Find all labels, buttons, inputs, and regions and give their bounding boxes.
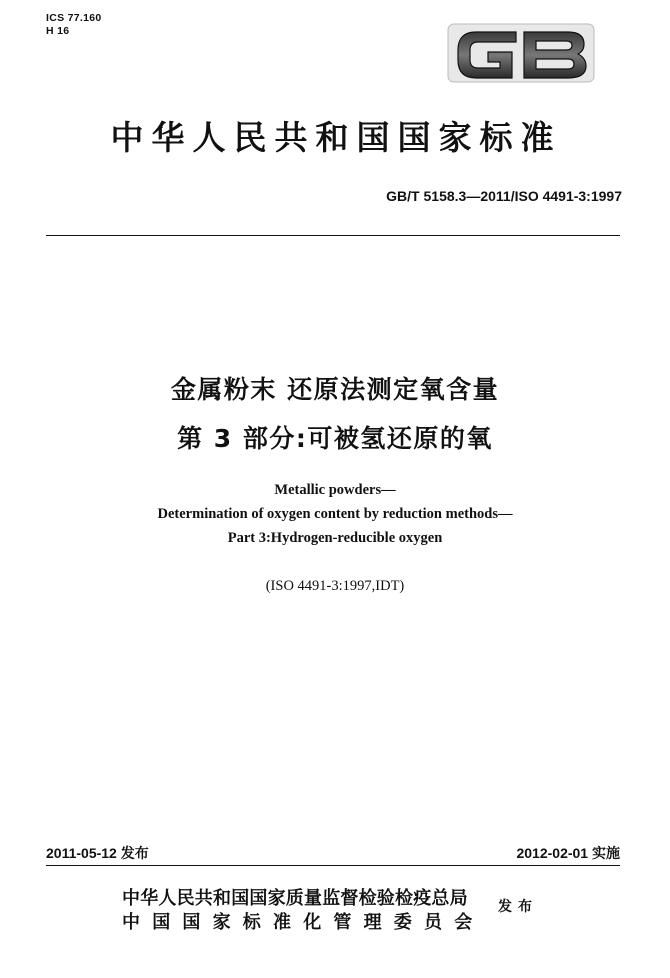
issue-date: 2011-05-12 发布 — [46, 845, 149, 861]
issuer-sac: 中国国家标准化管理委员会 — [122, 912, 485, 933]
title-en-line3: Part 3:Hydrogen-reducible oxygen — [227, 530, 443, 546]
issuer-aqsiq: 中华人民共和国国家质量监督检验检疫总局 — [122, 888, 468, 909]
publish-label: 发布 — [498, 899, 538, 915]
ics-code: ICS 77.160 — [46, 12, 102, 24]
implementation-date: 2012-02-01 实施 — [516, 845, 620, 861]
footer-divider — [46, 865, 620, 866]
standard-number: GB/T 5158.3—2011/ISO 4491-3:1997 — [386, 188, 622, 204]
title-cn-line2: 第 3 部分:可被氢还原的氧 — [177, 424, 493, 453]
classification-codes — [46, 12, 102, 38]
title-en-line2: Determination of oxygen content by reduction methods— — [157, 506, 513, 522]
iso-reference: (ISO 4491-3:1997,IDT) — [265, 578, 405, 594]
title-cn-line1: 金属粉末 还原法测定氧含量 — [170, 375, 500, 404]
ccs-code: H 16 — [46, 25, 70, 37]
national-standard-title: 中华人民共和国国家标准 — [110, 118, 562, 157]
logo-text: GB — [446, 18, 448, 19]
gb-logo — [446, 18, 596, 88]
title-en-line1: Metallic powders— — [274, 482, 396, 498]
header-divider — [46, 235, 620, 236]
